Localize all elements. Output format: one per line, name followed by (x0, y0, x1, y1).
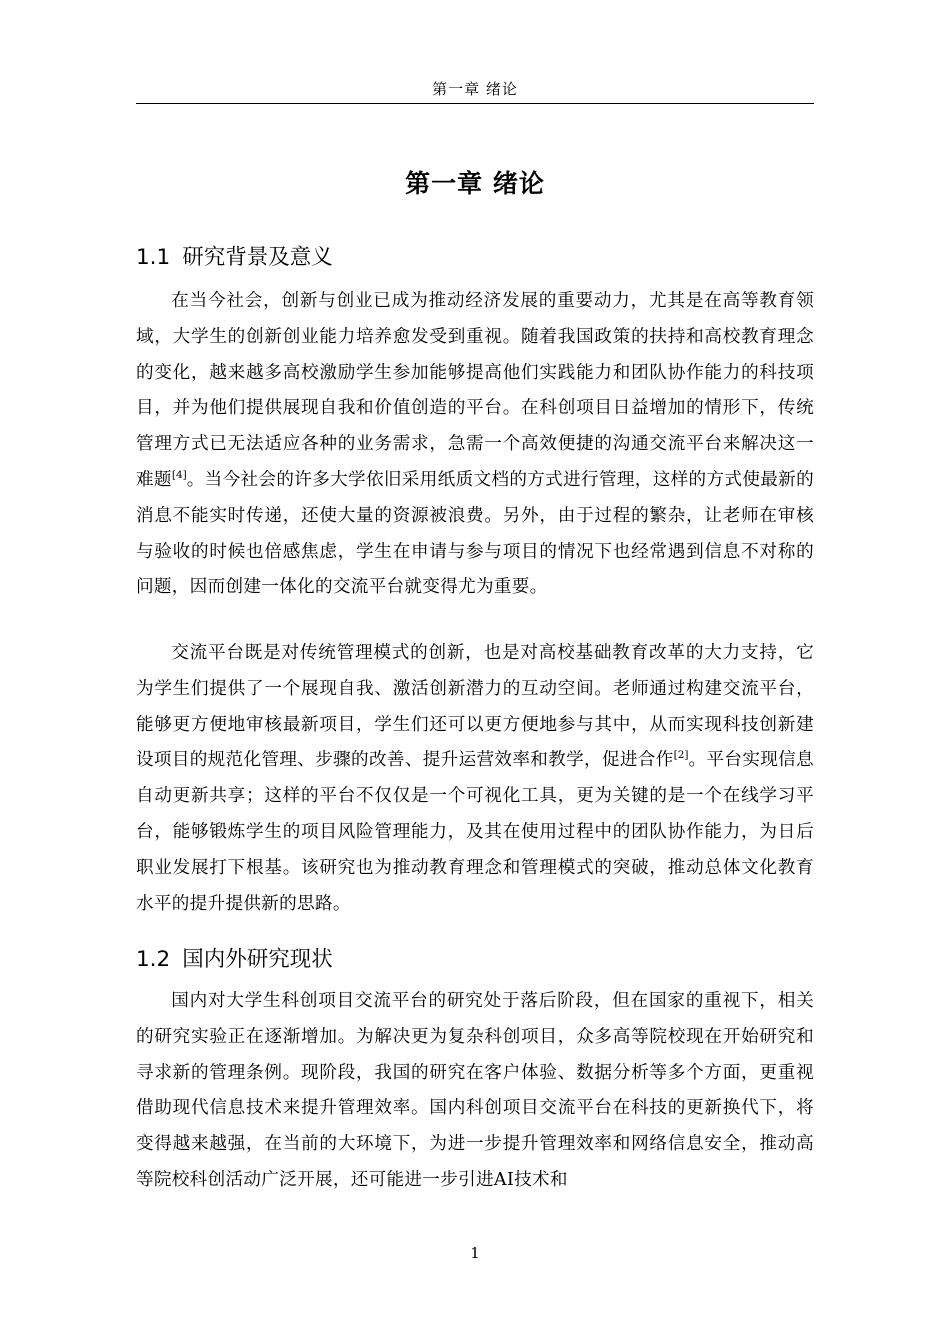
section-number: 1.1 (136, 245, 171, 270)
citation-ref: [2] (673, 749, 689, 762)
paragraph-text: 国内对大学生科创项目交流平台的研究处于落后阶段，但在国家的重视下，相关的研究实验正在逐渐增加。为解决更为复杂科创项目，众多高等院校现在开始研究和寻求新的管理条例。现阶段，我国的研究在客户体验、数据分析等多个方面，更重视借助现代信息技术来提升管理效率。国内科创项目交流平台在科技的更新换代下，将变得越来越强，在当前的大环境下，为进一步提升管理效率和网络信息安全，推动高等院校科创活动广泛开展，还可能进一步引进AI技术和 (136, 991, 814, 1190)
paragraph-text: 在当今社会，创新与创业已成为推动经济发展的重要动力，尤其是在高等教育领域，大学生的创新创业能力培养愈发受到重视。随着我国政策的扶持和高校教育理念的变化，越来越多高校激励学生参加能够提高他们实践能力和团队协作能力的科技项目，并为他们提供展现自我和价值创造的平台。在科创项目日益增加的情形下，传统管理方式已无法适应各种的业务需求，急需一个高效便捷的沟通交流平台来解决这一难题 (136, 291, 814, 490)
paragraph-text: 。当今社会的许多大学依旧采用纸质文档的方式进行管理，这样的方式使最新的消息不能实时传递，还使大量的资源被浪费。另外，由于过程的繁杂，让老师在审核与验收的时候也倍感焦虑，学生在申请与参与项目的情况下也经常遇到信息不对称的问题，因而创建一体化的交流平台就变得尤为重要。 (136, 469, 814, 598)
paragraph-research-status (136, 984, 814, 1199)
paragraph-text: 交流平台既是对传统管理模式的创新，也是对高校基础教育改革的大力支持，它为学生们提供了一个展现自我、激活创新潜力的互动空间。老师通过构建交流平台，能够更方便地审核最新项目，学生们还可以更方便地参与其中，从而实现科技创新建设项目的规范化管理、步骤的改善、提升运营效率和教学，促进合作 (136, 643, 814, 771)
chapter-title: 第一章 绪论 (405, 169, 545, 198)
header-rule (136, 103, 814, 104)
running-header: 第一章 绪论 (432, 80, 518, 98)
section-heading-1-2 (136, 942, 814, 973)
paragraph-text: 。平台实现信息自动更新共享；这样的平台不仅仅是一个可视化工具，更为关键的是一个在线学习平台，能够锻炼学生的项目风险管理能力，及其在使用过程中的团队协作能力，为日后职业发展打下根基。该研究也为推动教育理念和管理模式的突破，推动总体文化教育水平的提升提供新的思路。 (136, 750, 814, 914)
citation-ref: [4] (171, 468, 187, 481)
section-number: 1.2 (136, 947, 171, 972)
paragraph-background-1 (136, 284, 814, 606)
section-title: 国内外研究现状 (182, 947, 333, 972)
paragraph-background-2 (136, 636, 814, 922)
page-number: 1 (470, 1244, 480, 1262)
section-title: 研究背景及意义 (182, 245, 333, 270)
section-heading-1-1 (136, 240, 814, 271)
